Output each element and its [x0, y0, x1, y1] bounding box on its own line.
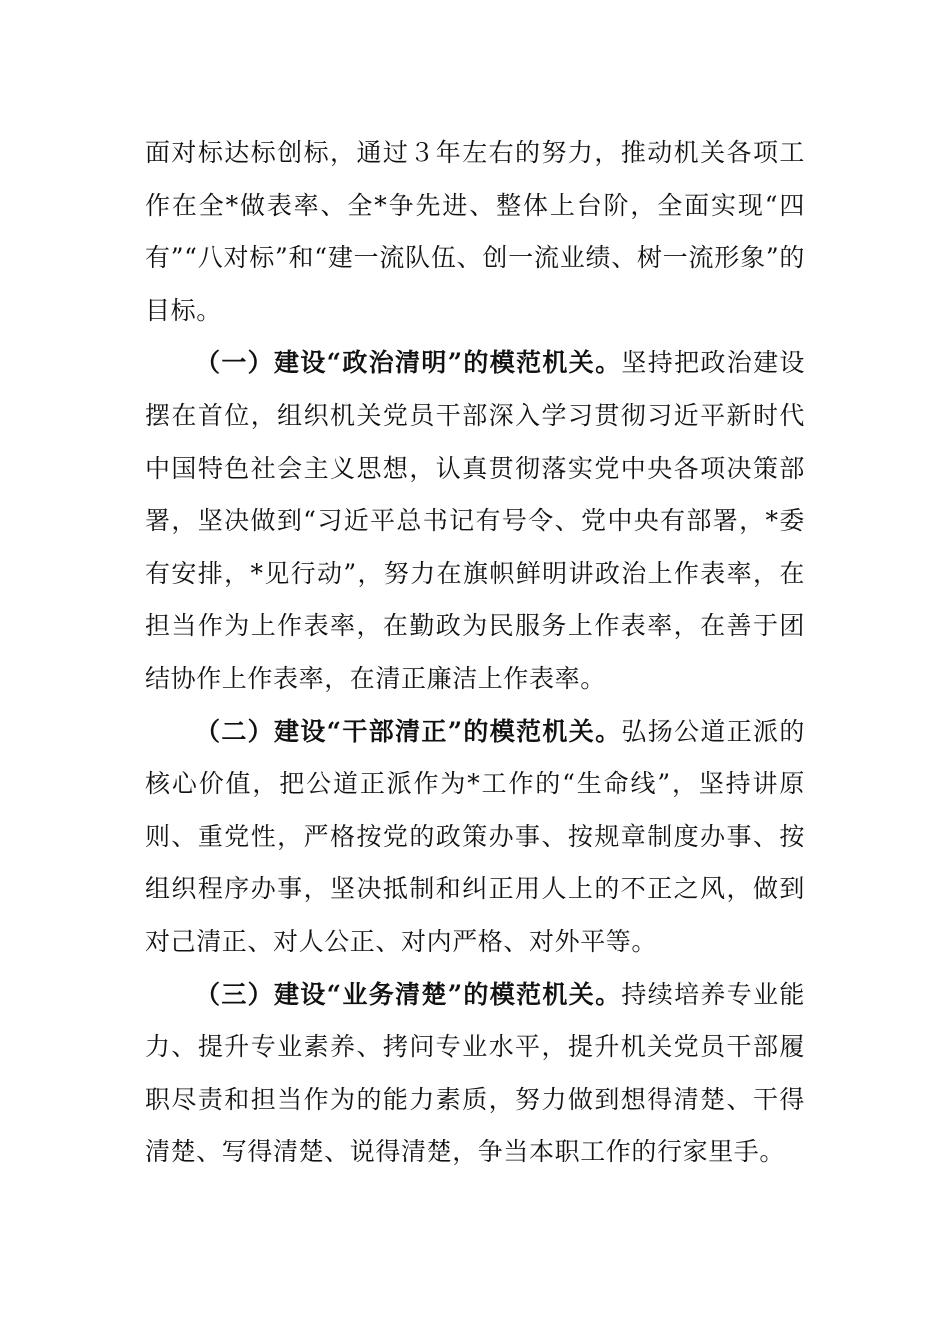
paragraph-text: 弘扬公道正派的核心价值，把公道正派作为*工作的“生命线”，坚持讲原则、重党性，严格按党的政策办事、按规章制度办事、按组织程序办事，坚决抵制和纠正用人上的不正之风，做到对己清正、对人公正、对内严格、对外平等。 [145, 716, 805, 956]
paragraph-text: 坚持把政治建设摆在首位，组织机关党员干部深入学习贯彻习近平新时代中国特色社会主义思想，认真贯彻落实党中央各项决策部署，坚决做到“习近平总书记有号令、党中央有部署，*委有安排，*见行动”，努力在旗帜鲜明讲政治上作表率，在担当作为上作表率，在勤政为民服务上作表率，在善于团结协作上作表率，在清正廉洁上作表率。 [145, 348, 805, 693]
section-heading: （一）建设“政治清明”的模范机关。 [195, 348, 622, 378]
paragraph-section-1 [145, 337, 805, 705]
paragraph-section-3 [145, 969, 805, 1179]
section-heading: （三）建设“业务清楚”的模范机关。 [195, 979, 622, 1009]
paragraph-intro [145, 127, 805, 337]
section-heading: （二）建设“干部清正”的模范机关。 [195, 716, 622, 746]
paragraph-text: 持续培养专业能力、提升专业素养、拷问专业水平，提升机关党员干部履职尽责和担当作为的能力素质，努力做到想得清楚、干得清楚、写得清楚、说得清楚，争当本职工作的行家里手。 [145, 979, 805, 1167]
paragraph-section-2 [145, 706, 805, 969]
document-body [145, 127, 805, 1179]
paragraph-text: 面对标达标创标，通过３年左右的努力，推动机关各项工作在全*做表率、全*争先进、整体上台阶，全面实现“四有”“八对标”和“建一流队伍、创一流业绩、树一流形象”的目标。 [145, 138, 805, 325]
